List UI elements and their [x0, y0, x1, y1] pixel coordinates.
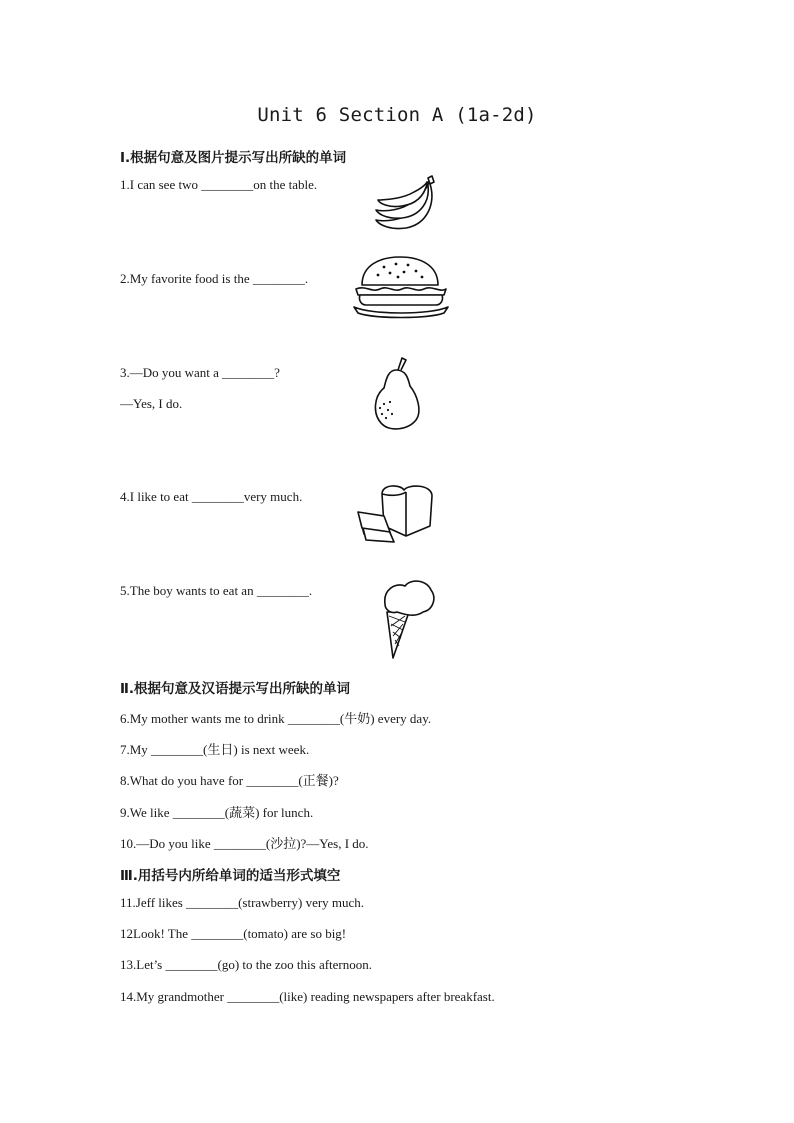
- question-12: 12Look! The ________(tomato) are so big!: [120, 926, 347, 941]
- question-3a: 3.—Do you want a ________?: [120, 365, 280, 380]
- question-10: 10.—Do you like ________(沙拉)?—Yes, I do.: [120, 836, 369, 851]
- question-5: 5.The boy wants to eat an ________.: [120, 583, 313, 598]
- ice-cream-icon: [383, 578, 437, 660]
- question-14: 14.My grandmother ________(like) reading newspapers after breakfast.: [120, 989, 495, 1004]
- question-6: 6.My mother wants me to drink ________(牛奶) every day.: [120, 711, 432, 726]
- banana-icon: [372, 172, 438, 234]
- section-1-heading: Ⅰ.根据句意及图片提示写出所缺的单词: [120, 150, 347, 166]
- question-4: 4.I like to eat ________very much.: [120, 489, 303, 504]
- hamburger-icon: [352, 255, 450, 319]
- page-title: Unit 6 Section A (1a-2d): [257, 104, 537, 126]
- question-3b: —Yes, I do.: [120, 396, 183, 411]
- question-1: 1.I can see two ________on the table.: [120, 177, 318, 192]
- question-8: 8.What do you have for ________(正餐)?: [120, 773, 339, 788]
- pear-icon: [370, 356, 422, 432]
- question-9: 9.We like ________(蔬菜) for lunch.: [120, 805, 314, 820]
- question-2: 2.My favorite food is the ________.: [120, 271, 309, 286]
- question-7: 7.My ________(生日) is next week.: [120, 742, 310, 757]
- section-2-heading: Ⅱ.根据句意及汉语提示写出所缺的单词: [120, 681, 351, 697]
- question-11: 11.Jeff likes ________(strawberry) very much.: [120, 895, 365, 910]
- bread-icon: [356, 482, 436, 546]
- section-3-heading: Ⅲ.用括号内所给单词的适当形式填空: [120, 868, 341, 884]
- question-13: 13.Let’s ________(go) to the zoo this afternoon.: [120, 957, 373, 972]
